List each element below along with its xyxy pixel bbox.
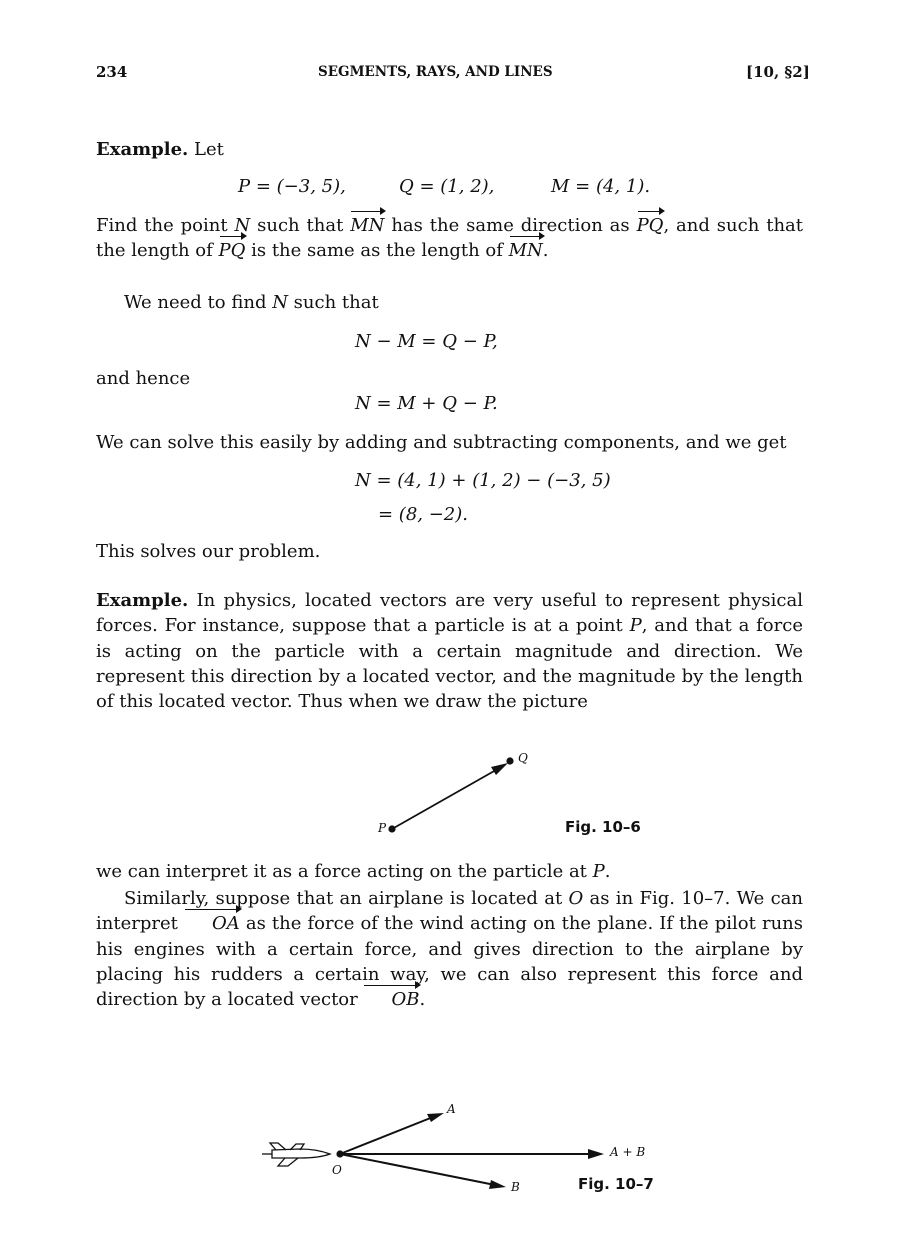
vector-ob: OB <box>363 987 419 1012</box>
vector-ob-line <box>340 1154 500 1186</box>
point-o-dot <box>336 1150 343 1157</box>
interpretation-sentence: we can interpret it as a force acting on the particle at P. <box>96 861 611 882</box>
equation-2: N = M + Q − P. <box>355 393 498 414</box>
label-a-plus-b: A + B <box>610 1145 646 1159</box>
label-a: A <box>447 1102 456 1116</box>
given-point-m: M = (4, 1). <box>551 176 651 197</box>
equation-3-line-1: N = (4, 1) + (1, 2) − (−3, 5) <box>355 470 611 491</box>
example2-paragraph: Example. In physics, located vectors are very useful to represent physical forces. For instance, suppose that a particle is at a point P, and that a force is acting on the particle with a certain magnitude and direction. We represent this direction by a located vector, and the magnitude by the length of this located vector. Thus when we draw the picture <box>96 590 803 713</box>
vector-oa-line <box>340 1115 438 1154</box>
vector-oa: OA <box>184 911 240 936</box>
and-hence: and hence <box>96 368 191 389</box>
vector-mn: MN <box>509 238 543 263</box>
vector-mn: MN <box>350 213 384 238</box>
arrow-head-icon <box>588 1149 604 1159</box>
vector-pq: PQ <box>219 238 246 263</box>
page-number: 234 <box>96 63 128 81</box>
solve-sentence: We can solve this easily by adding and subtracting components, and we get <box>96 432 787 453</box>
arrow-head-icon <box>427 1113 444 1122</box>
problem-statement: Find the point N such that MN has the same direction as PQ, and such that the length of PQ is the same as the length of MN. <box>96 213 803 264</box>
airplane-paragraph: Similarly, suppose that an airplane is located at O as in Fig. 10–7. We can interpret OA as the force of the wind acting on the plane. If the pilot runs his engines with a certain force, and gives direction to the airplane by placing his rudders a certain way, we can also represent this force and direction by a located vector OB. <box>96 886 803 1012</box>
conclusion: This solves our problem. <box>96 541 321 562</box>
airplane-icon <box>262 1143 330 1166</box>
need-sentence: We need to find N such that <box>124 292 379 313</box>
equation-1: N − M = Q − P, <box>355 331 498 352</box>
equation-3-line-2: = (8, −2). <box>378 504 468 525</box>
given-point-q: Q = (1, 2), <box>399 176 495 197</box>
label-o: O <box>332 1163 342 1177</box>
figure-caption: Fig. 10–7 <box>578 1175 654 1193</box>
example-intro: Let <box>194 139 224 160</box>
label-q: Q <box>518 751 528 765</box>
vector-pq: PQ <box>637 213 664 238</box>
section-ref: [10, §2] <box>746 63 810 81</box>
arrow-head-icon <box>489 1180 506 1189</box>
example-label: Example. <box>96 590 189 611</box>
running-title: SEGMENTS, RAYS, AND LINES <box>318 64 553 80</box>
label-p: P <box>378 821 387 835</box>
label-b: B <box>511 1180 520 1194</box>
figure-caption: Fig. 10–6 <box>565 818 641 836</box>
example-label: Example. <box>96 139 189 160</box>
given-point-p: P = (−3, 5), <box>238 176 346 197</box>
